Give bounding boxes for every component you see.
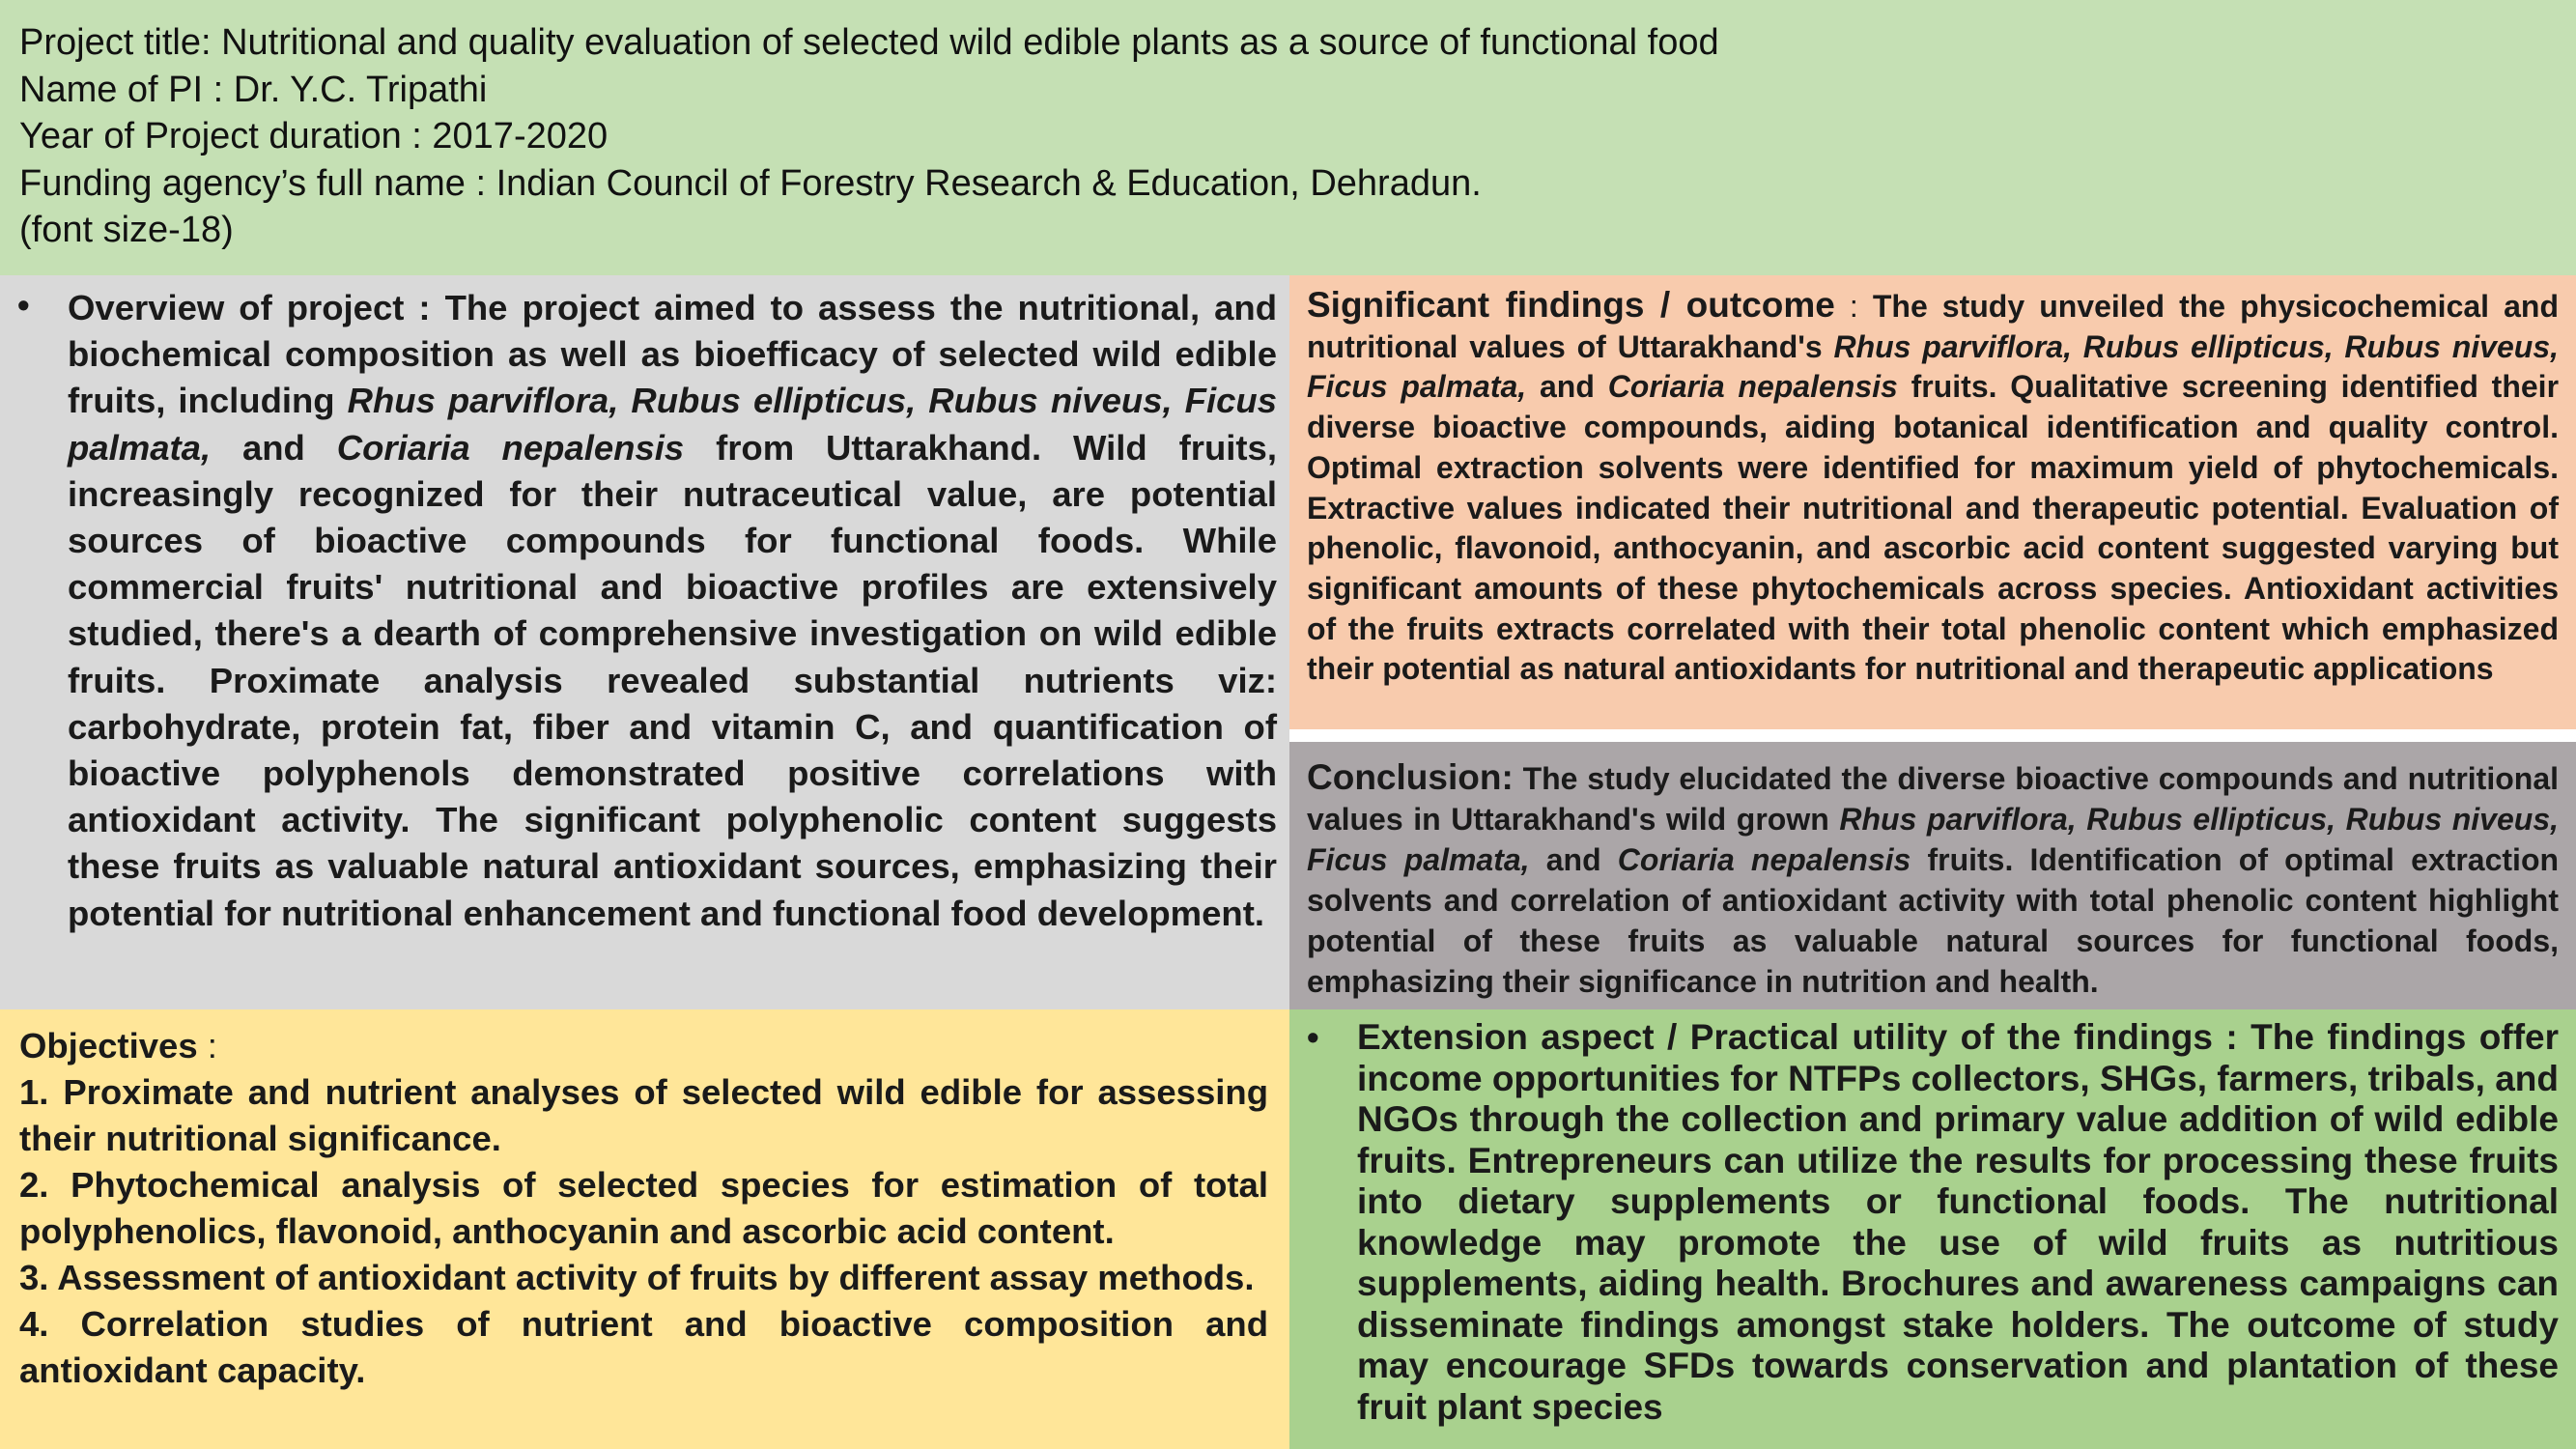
objectives-section [0, 1009, 1289, 1449]
bullet-icon: • [17, 285, 30, 325]
findings-section [1289, 275, 2576, 729]
objective-item: 4. Correlation studies of nutrient and bioactive composition and antioxidant capacity. [19, 1304, 1268, 1390]
objective-item: 1. Proximate and nutrient analyses of selected wild edible for assessing their nutritional significance. [19, 1072, 1268, 1158]
objectives-heading: Objectives : [19, 1026, 217, 1065]
overview-text: Overview of project : The project aimed to assess the nutritional, and biochemical composition as well as bioefficacy of selected wild edible fruits, including Rhus parviflora, Rubus ellipticus, Rubus niveus, Ficus palmata, and Coriaria nepalensis from Uttarakhand. Wild fruits, increasingly recognized for their nutraceutical value, are potential sources of bioactive compounds for functional foods. While commercial fruits' nutritional and bioactive profiles are extensively studied, there's a dearth of comprehensive investigation on wild edible fruits. Proximate analysis revealed substantial nutrients viz: carbohydrate, protein fat, fiber and vitamin C, and quantification of bioactive polyphenols demonstrated positive correlations with antioxidant activity. The significant polyphenolic content suggests these fruits as valuable natural antioxidant sources, emphasizing their potential for nutritional enhancement and functional food development. [68, 288, 1277, 933]
findings-text: Significant findings / outcome : The study unveiled the physicochemical and nutritional values of Uttarakhand's Rhus parviflora, Rubus ellipticus, Rubus niveus, Ficus palmata, and Coriaria nepalensis fruits. Qualitative screening identified their diverse bioactive compounds, aiding botanical identification and quality control. Optimal extraction solvents were identified for maximum yield of phytochemicals. Extractive values indicated their nutritional and therapeutic potential. Evaluation of phenolic, flavonoid, anthocyanin, and ascorbic acid content suggested varying but significant amounts of these phytochemicals across species. Antioxidant activities of the fruits extracts correlated with their total phenolic content which emphasized their potential as natural antioxidants for nutritional and therapeutic applications [1307, 285, 2560, 687]
funding-agency: Funding agency’s full name : Indian Council of Forestry Research & Education, Dehradun. [19, 162, 1482, 204]
conclusion-text: Conclusion: The study elucidated the diverse bioactive compounds and nutritional values in Uttarakhand's wild grown Rhus parviflora, Rubus ellipticus, Rubus niveus, Ficus palmata, and Coriaria nepalensis fruits. Identification of optimal extraction solvents and correlation of antioxidant activity with total phenolic content highlight potential of these fruits as valuable natural sources for functional foods, emphasizing their significance in nutrition and health. [1307, 757, 2560, 999]
project-duration: Year of Project duration : 2017-2020 [19, 116, 609, 156]
font-size-note: (font size-18) [19, 210, 234, 250]
conclusion-heading: Conclusion: [1307, 757, 1514, 797]
extension-section [1289, 1009, 2576, 1449]
objective-item: 3. Assessment of antioxidant activity of fruits by different assay methods. [19, 1258, 1255, 1297]
pi-name: Name of PI : Dr. Y.C. Tripathi [19, 69, 488, 110]
project-title: Project title: Nutritional and quality evaluation of selected wild edible plants as a source of functional food [19, 22, 1719, 63]
bullet-icon: • [1307, 1017, 1319, 1057]
overview-section [0, 275, 1289, 1009]
project-header [0, 0, 2576, 275]
extension-text: Extension aspect / Practical utility of the findings : The findings offer income opportunities for NTFPs collectors, SHGs, farmers, tribals, and NGOs through the collection and primary value addition of wild edible fruits. Entrepreneurs can utilize the results for processing these fruits into dietary supplements or functional foods. The nutritional knowledge may promote the use of wild fruits as nutritious supplements, aiding health. Brochures and awareness campaigns can disseminate findings amongst stake holders. The outcome of study may encourage SFDs towards conservation and plantation of these fruit plant species [1357, 1017, 2559, 1427]
objective-item: 2. Phytochemical analysis of selected species for estimation of total polyphenolics, flavonoid, anthocyanin and ascorbic acid content. [19, 1165, 1268, 1251]
findings-heading: Significant findings / outcome [1307, 285, 1835, 325]
conclusion-section [1289, 742, 2576, 1009]
